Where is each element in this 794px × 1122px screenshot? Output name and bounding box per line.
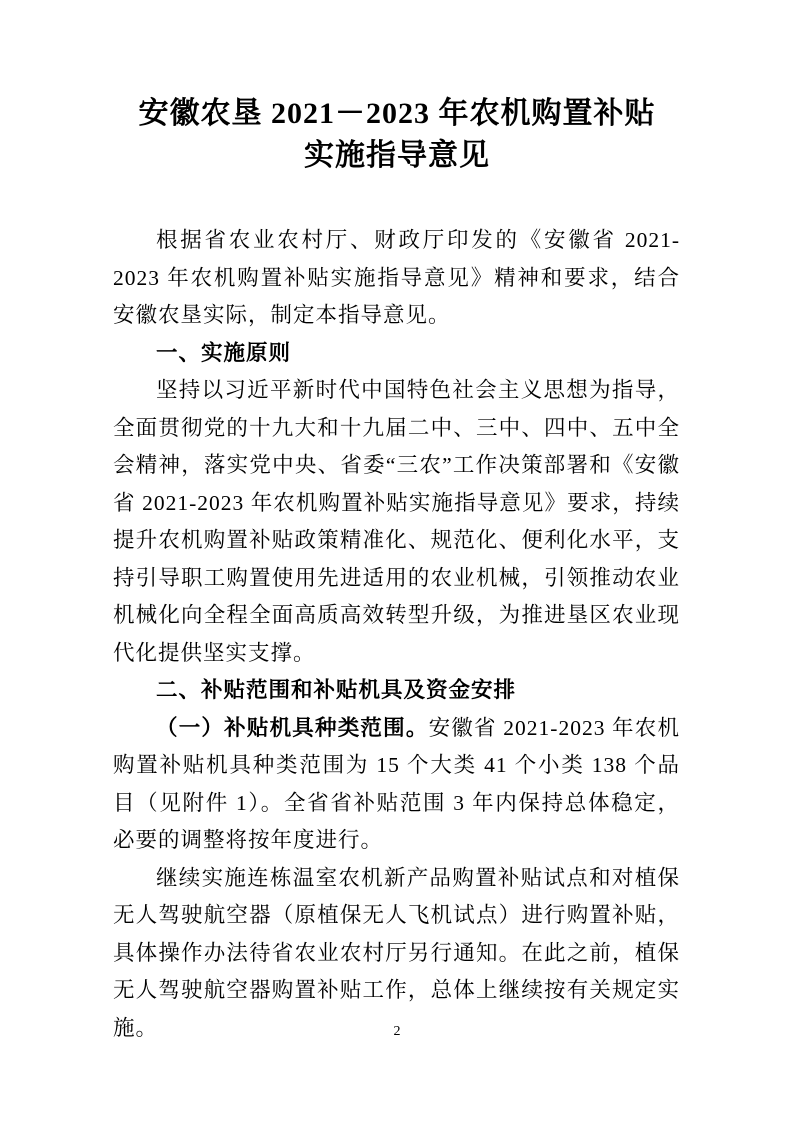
paragraph-machine-categories	[113, 710, 680, 860]
section-heading-implementation-principles	[113, 335, 680, 373]
subsection-lead-machine-categories: （一）补贴机具种类范围。	[156, 715, 429, 740]
title-line-2: 实施指导意见	[304, 139, 490, 172]
paragraph-greenhouse-drone-pilot	[113, 860, 680, 1048]
paragraph-principles	[113, 372, 680, 672]
page-footer	[0, 1022, 794, 1042]
title-line-1: 安徽农垦 2021－2023 年农机购置补贴	[138, 97, 656, 130]
section-heading-2-text: 二、补贴范围和补贴机具及资金安排	[156, 678, 517, 702]
page-number: 2	[393, 1024, 401, 1039]
paragraph-intro	[113, 222, 680, 335]
paragraph-greenhouse-drone-pilot-text: 继续实施连栋温室农机新产品购置补贴试点和对植保无人驾驶航空器（原植保无人飞机试点）进行购置补贴，具体操作办法待省农业农村厅另行通知。在此之前，植保无人驾驶航空器购置补贴工作，总体上继续按有关规定实施。	[113, 865, 680, 1040]
section-heading-subsidy-scope	[113, 672, 680, 710]
document-title	[57, 93, 737, 177]
paragraph-machine-categories-text: 安徽省 2021-2023 年农机购置补贴机具种类范围为 15 个大类 41 个小类 138 个品目（见附件 1）。全省省补贴范围 3 年内保持总体稳定，必要的调整将按年度进行。	[113, 715, 680, 852]
paragraph-principles-text: 坚持以习近平新时代中国特色社会主义思想为指导，全面贯彻党的十九大和十九届二中、三中、四中、五中全会精神，落实党中央、省委“三农”工作决策部署和《安徽省 2021-2023 年农机购置补贴实施指导意见》要求，持续提升农机购置补贴政策精准化、规范化、便利化水平，支持引导职工购置使用先进适用的农业机械，引领推动农业机械化向全程全面高质高效转型升级，为推进垦区农业现代化提供坚实支撑。	[113, 378, 680, 665]
paragraph-intro-text: 根据省农业农村厅、财政厅印发的《安徽省 2021-2023 年农机购置补贴实施指导意见》精神和要求，结合安徽农垦实际，制定本指导意见。	[113, 228, 680, 327]
document-body	[113, 222, 680, 1047]
section-heading-1-text: 一、实施原则	[156, 340, 292, 365]
